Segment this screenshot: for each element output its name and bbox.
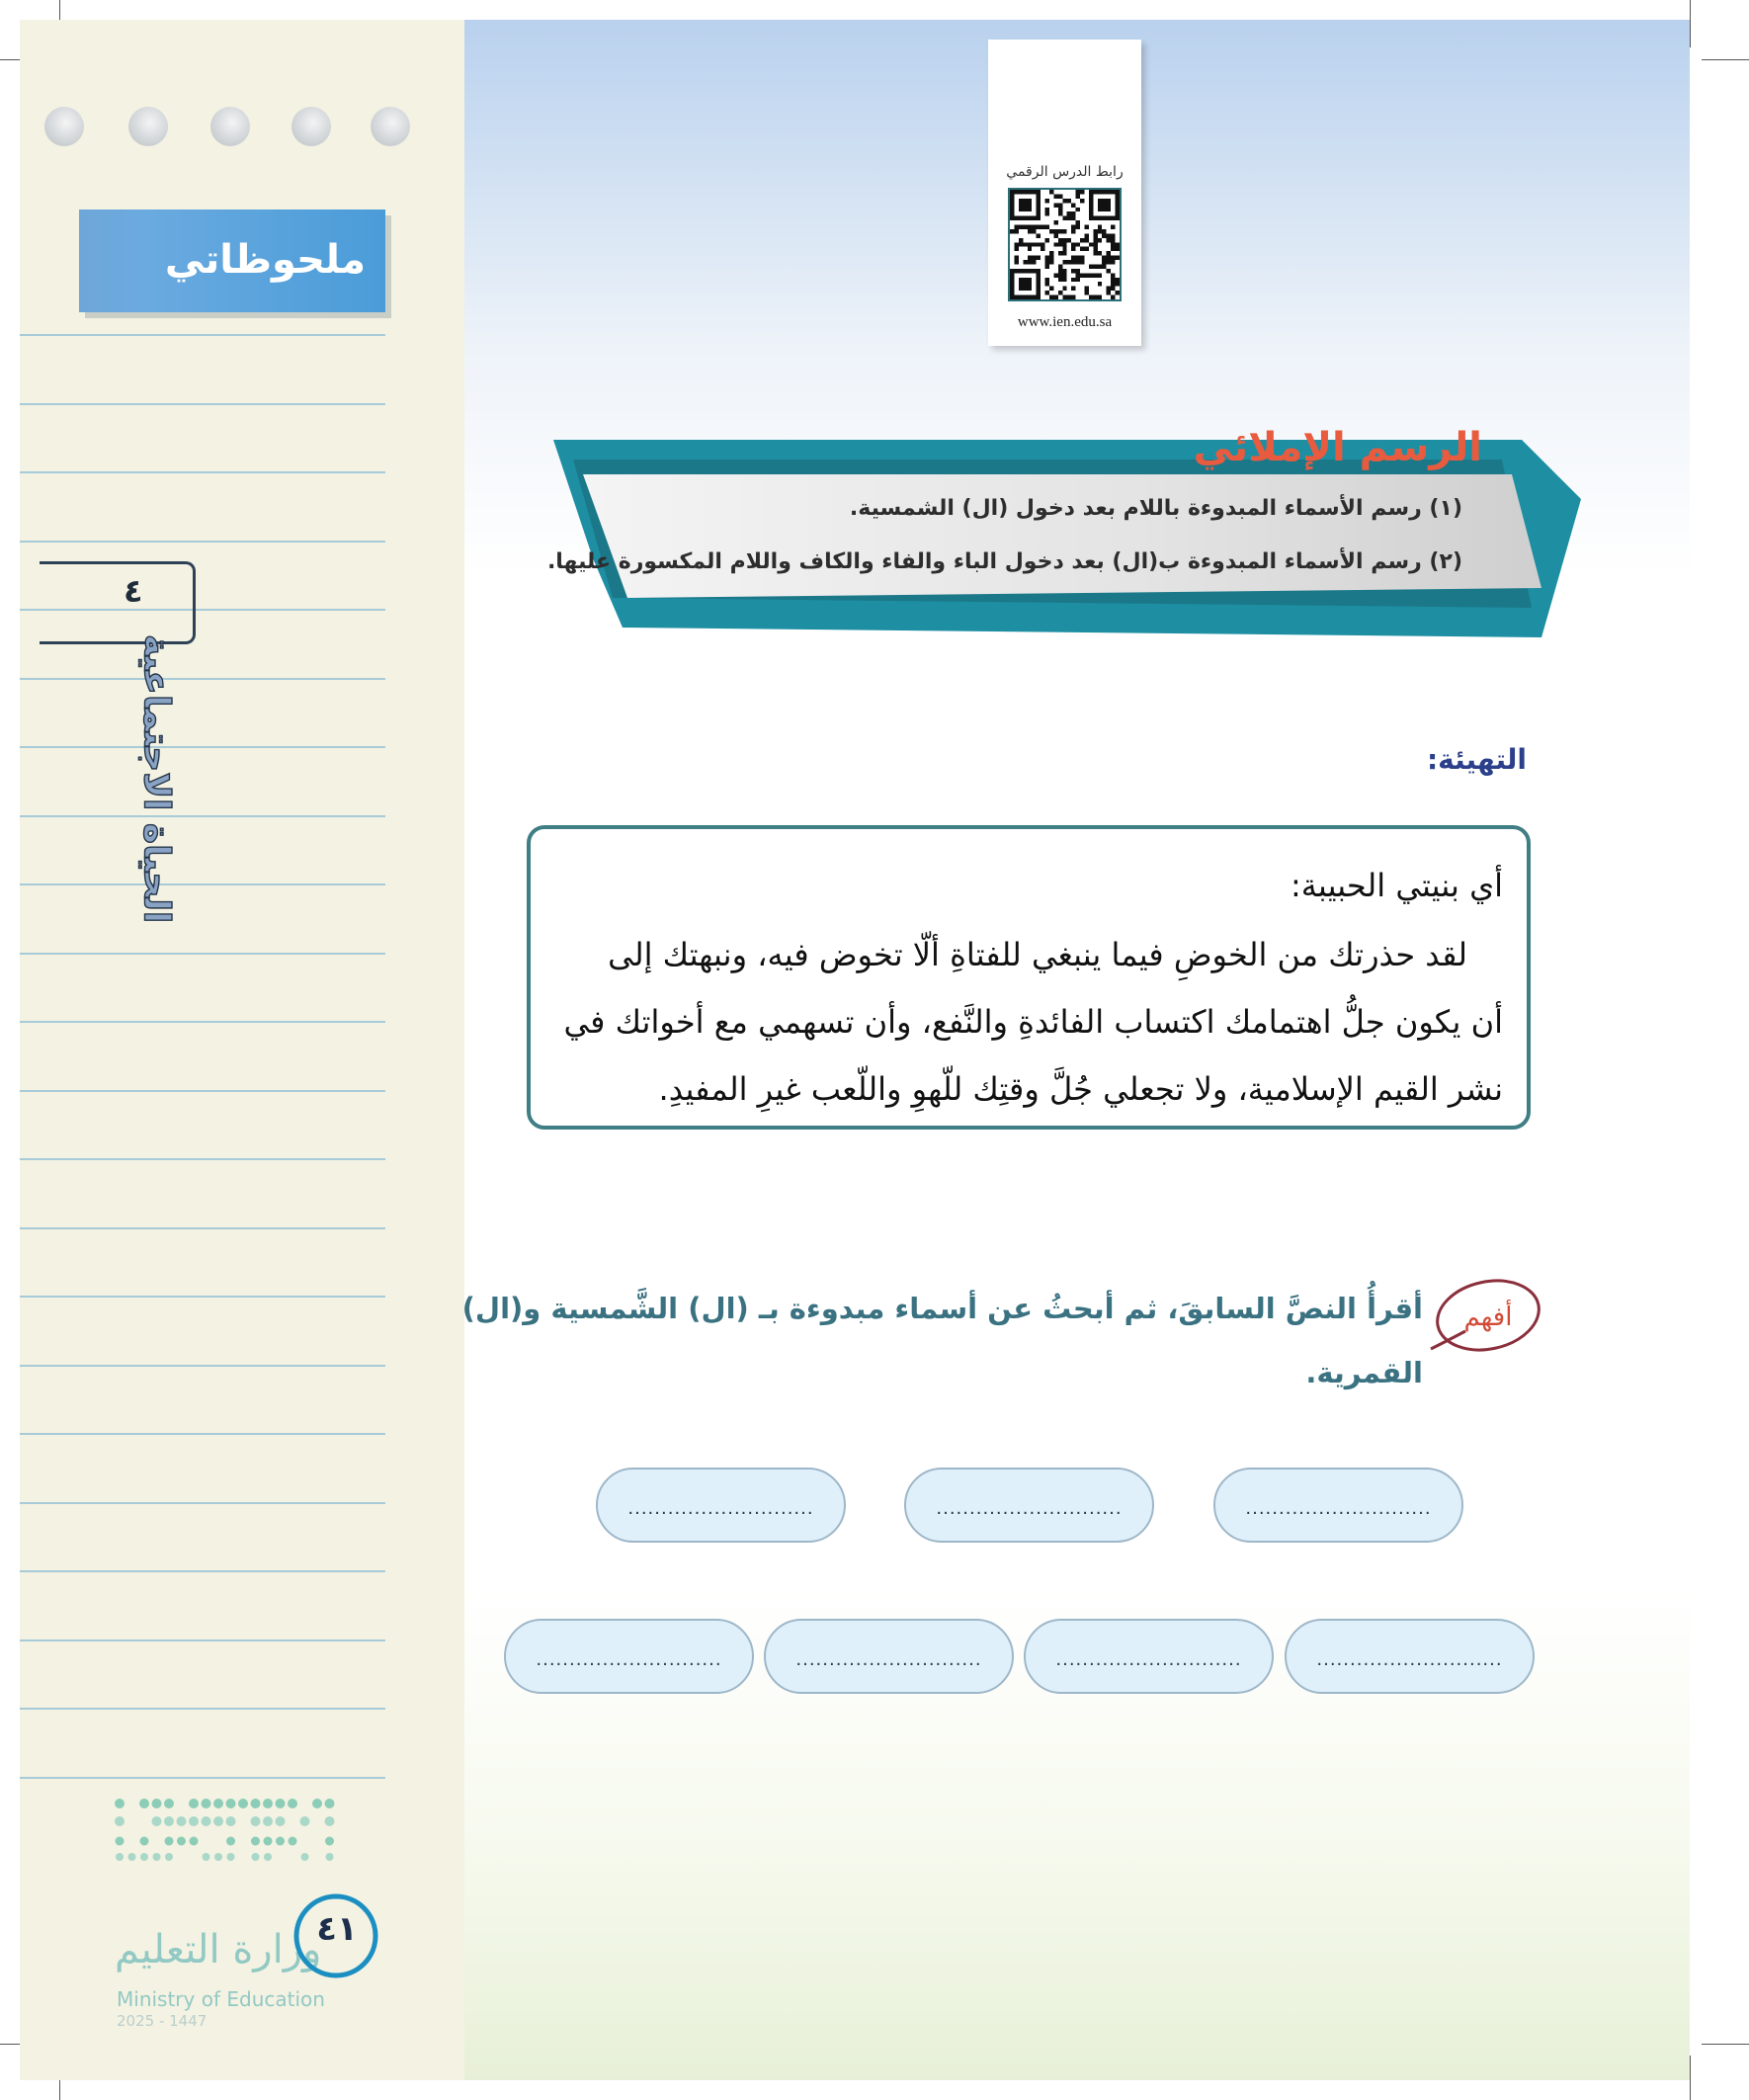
ruled-line (20, 678, 385, 680)
activity-instruction-line-2: القمرية. (1305, 1356, 1423, 1389)
lesson-title: الرسم الإملائي (1193, 425, 1482, 470)
page-number: ٤١ (316, 1909, 358, 1949)
ruled-line (20, 1296, 385, 1298)
qr-url[interactable]: www.ien.edu.sa (1017, 314, 1113, 330)
notes-title: ملحوظاتي (164, 237, 366, 283)
ministry-name-english: Ministry of Education (117, 1987, 325, 2011)
ruled-line (20, 1227, 385, 1229)
passage-line-2: لقد حذرتك من الخوضِ فيما ينبغي للفتاةِ ألّا تخوض فيه، ونبهتك إلى (608, 936, 1467, 973)
notes-panel (20, 20, 464, 2080)
passage-line-3: أن يكون جلُّ اهتمامك اكتساب الفائدةِ والنَّفع، وأن تسهمي مع أخواتك في (563, 1003, 1503, 1041)
ruled-line (20, 1777, 385, 1779)
ruled-line (20, 403, 385, 405)
ruled-line (20, 1708, 385, 1710)
ruled-line (20, 1639, 385, 1641)
answer-field[interactable]: ............................ (904, 1468, 1154, 1543)
unit-title (125, 633, 188, 923)
ruled-line (20, 471, 385, 473)
crop-mark (1702, 2044, 1749, 2045)
ruled-line (20, 1433, 385, 1435)
ruled-line (20, 883, 385, 885)
punch-hole (128, 107, 168, 146)
ruled-line (20, 815, 385, 817)
passage-box (527, 825, 1531, 1130)
unit-number-box (40, 561, 196, 644)
answer-field[interactable]: ............................ (504, 1619, 754, 1694)
crop-mark (1702, 59, 1749, 60)
crop-mark (1690, 0, 1691, 47)
passage-line-4: نشر القيم الإسلامية، ولا تجعلي جُلَّ وقتِك للّهوِ واللّعب غيرِ المفيدِ. (658, 1070, 1503, 1108)
punch-hole (371, 107, 410, 146)
ministry-name-arabic: وزارة التعليم (115, 1927, 322, 1973)
answer-field[interactable]: ............................ (596, 1468, 846, 1543)
warmup-label: التهيئة: (1426, 743, 1527, 776)
notes-tab (79, 210, 385, 312)
ruled-line (20, 746, 385, 748)
ruled-line (20, 1502, 385, 1504)
passage-line-1: أي بنيتي الحبيبة: (1290, 867, 1503, 904)
activity-instruction-line-1: أقرأُ النصَّ السابقَ، ثم أبحثُ عن أسماء مبدوءة بـ (ال) الشَّمسية و(ال) (461, 1292, 1423, 1325)
lesson-objective-1: (١) رسم الأسماء المبدوءة باللام بعد دخول (ال) الشمسية. (849, 496, 1462, 521)
punch-hole (44, 107, 84, 146)
qr-code[interactable] (1008, 188, 1122, 301)
unit-title-text: الحياة الاجتماعية (135, 633, 177, 923)
answer-field[interactable]: ............................ (1024, 1619, 1274, 1694)
answer-field[interactable]: ............................ (1213, 1468, 1463, 1543)
ruled-line (20, 953, 385, 955)
punch-hole (210, 107, 250, 146)
unit-number: ٤ (124, 572, 143, 610)
ruled-line (20, 1365, 385, 1367)
qr-card[interactable] (988, 40, 1141, 346)
activity-badge-icon (1421, 1270, 1544, 1364)
lesson-objective-2: (٢) رسم الأسماء المبدوءة ب(ال) بعد دخول الباء والفاء والكاف واللام المكسورة عليها. (546, 549, 1462, 574)
answer-field[interactable]: ............................ (1285, 1619, 1535, 1694)
answer-field[interactable]: ............................ (764, 1619, 1014, 1694)
ministry-logo-dots (114, 1794, 341, 1873)
ruled-line (20, 334, 385, 336)
edition-year: 2025 - 1447 (117, 2012, 208, 2030)
ruled-line (20, 541, 385, 543)
activity-badge-label: أفهم (1463, 1302, 1513, 1332)
ruled-line (20, 1158, 385, 1160)
ruled-line (20, 1021, 385, 1023)
ruled-line (20, 1090, 385, 1092)
crop-mark (1690, 2056, 1691, 2100)
qr-caption: رابط الدرس الرقمي (1006, 164, 1124, 180)
punch-hole (292, 107, 331, 146)
ruled-line (20, 1570, 385, 1572)
